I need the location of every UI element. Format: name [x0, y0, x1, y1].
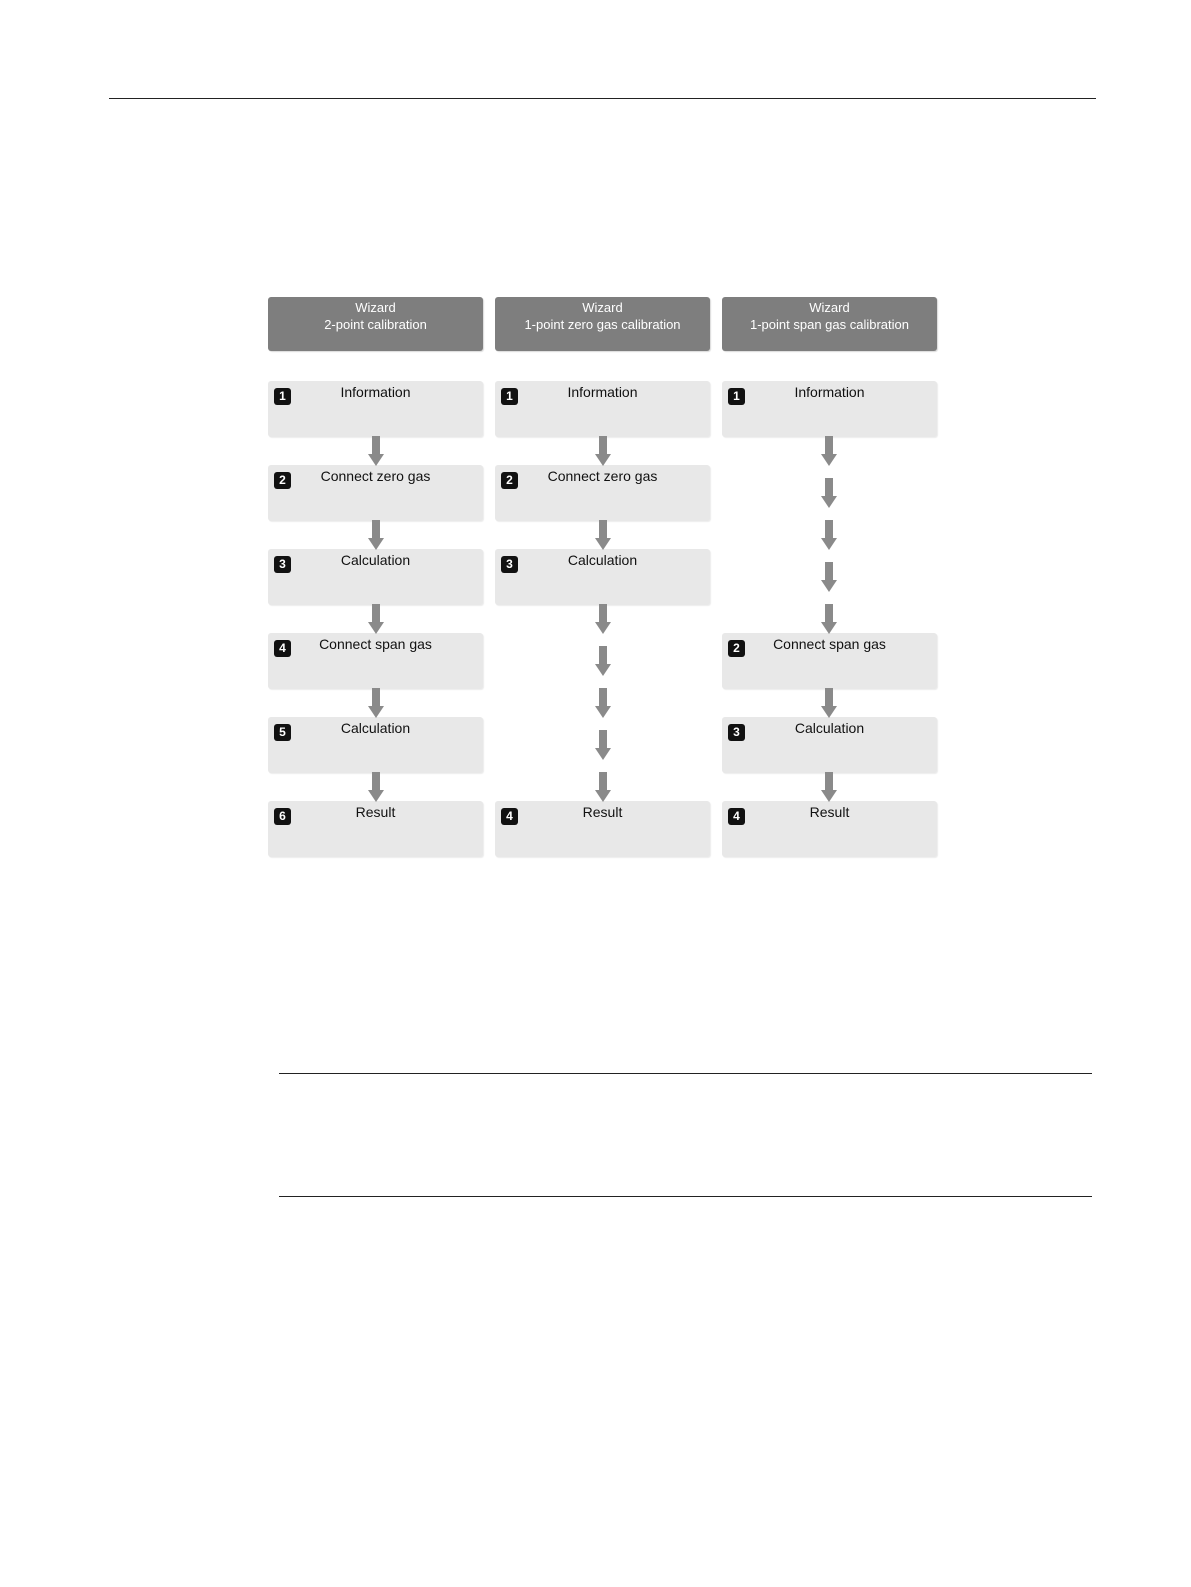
step-label: Calculation: [340, 552, 411, 568]
step-connect-zero-gas: [495, 465, 710, 521]
down-arrow-icon: [821, 772, 837, 802]
step-result: [268, 801, 483, 857]
down-arrow-icon: [595, 604, 611, 634]
wizard-header-1-point-zero-gas: [495, 297, 710, 351]
down-arrow-icon: [368, 688, 384, 718]
down-arrow-icon: [821, 562, 837, 592]
step-information: [268, 381, 483, 437]
step-label: Connect zero gas: [320, 468, 431, 484]
step-number-badge: 3: [728, 724, 745, 741]
step-result: [495, 801, 710, 857]
down-arrow-icon: [595, 730, 611, 760]
down-arrow-icon: [595, 646, 611, 676]
down-arrow-icon: [821, 478, 837, 508]
wizard-header-1-point-span-gas: [722, 297, 937, 351]
down-arrow-icon: [595, 688, 611, 718]
step-result: [722, 801, 937, 857]
step-label: Calculation: [567, 552, 638, 568]
step-calculation: [722, 717, 937, 773]
step-label: Connect zero gas: [547, 468, 658, 484]
down-arrow-icon: [368, 604, 384, 634]
step-number-badge: 5: [274, 724, 291, 741]
step-number-badge: 1: [501, 388, 518, 405]
wizard-header-2-point: [268, 297, 483, 351]
step-number-badge: 3: [501, 556, 518, 573]
down-arrow-icon: [368, 436, 384, 466]
step-label: Information: [567, 384, 638, 400]
step-number-badge: 3: [274, 556, 291, 573]
wizard-header-title: Wizard: [355, 300, 396, 315]
step-connect-zero-gas: [268, 465, 483, 521]
step-number-badge: 6: [274, 808, 291, 825]
down-arrow-icon: [595, 436, 611, 466]
note-bottom-rule: [279, 1196, 1092, 1197]
step-label: Calculation: [340, 720, 411, 736]
down-arrow-icon: [821, 520, 837, 550]
step-number-badge: 4: [728, 808, 745, 825]
down-arrow-icon: [821, 436, 837, 466]
step-label: Result: [355, 804, 396, 820]
wizard-header-subtitle: 1-point span gas calibration: [750, 317, 909, 332]
step-label: Result: [582, 804, 623, 820]
down-arrow-icon: [368, 520, 384, 550]
down-arrow-icon: [595, 772, 611, 802]
step-label: Connect span gas: [319, 636, 432, 652]
step-calculation: [268, 717, 483, 773]
step-number-badge: 4: [274, 640, 291, 657]
wizard-header-subtitle: 2-point calibration: [324, 317, 427, 332]
step-number-badge: 2: [274, 472, 291, 489]
step-number-badge: 1: [728, 388, 745, 405]
wizard-header-title: Wizard: [582, 300, 623, 315]
step-information: [722, 381, 937, 437]
step-number-badge: 2: [501, 472, 518, 489]
page-top-rule: [109, 98, 1096, 99]
step-number-badge: 1: [274, 388, 291, 405]
step-label: Result: [809, 804, 850, 820]
wizard-header-title: Wizard: [809, 300, 850, 315]
down-arrow-icon: [821, 688, 837, 718]
step-label: Connect span gas: [773, 636, 886, 652]
step-connect-span-gas: [722, 633, 937, 689]
down-arrow-icon: [595, 520, 611, 550]
step-connect-span-gas: [268, 633, 483, 689]
down-arrow-icon: [821, 604, 837, 634]
down-arrow-icon: [368, 772, 384, 802]
step-number-badge: 4: [501, 808, 518, 825]
wizard-header-subtitle: 1-point zero gas calibration: [524, 317, 681, 332]
step-label: Calculation: [794, 720, 865, 736]
step-information: [495, 381, 710, 437]
step-calculation: [495, 549, 710, 605]
step-label: Information: [794, 384, 865, 400]
note-top-rule: [279, 1073, 1092, 1074]
step-label: Information: [340, 384, 411, 400]
step-calculation: [268, 549, 483, 605]
step-number-badge: 2: [728, 640, 745, 657]
